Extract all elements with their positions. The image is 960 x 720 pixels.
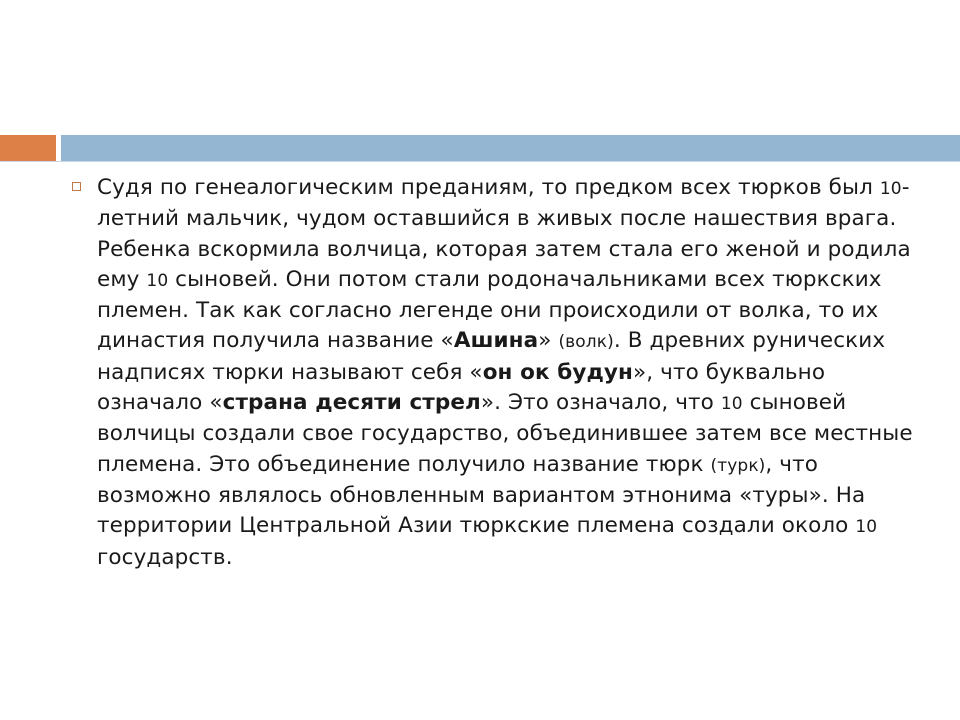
title-accent-orange [0, 135, 56, 161]
square-bullet-icon [72, 182, 81, 191]
number-run: 10 [855, 517, 878, 538]
text-run: -летний мальчик, чудом оставшийся в живых после нашествия врага. Ребенка вскормила волчица, которая затем стала его женой и родила ему [97, 175, 911, 292]
bold-term-ashina: Ашина [453, 328, 539, 354]
title-accent-blue [61, 135, 960, 161]
bold-term-on-ok-budun: он ок будун [482, 359, 634, 385]
text-run: Судя по генеалогическим преданиям, то предком всех тюрков был [97, 175, 880, 200]
body-paragraph [97, 173, 927, 573]
title-accent-divider [0, 161, 960, 162]
bold-term-strana: страна десяти стрел [222, 390, 481, 416]
number-run: 10 [146, 270, 169, 291]
small-run: (турк) [710, 455, 766, 476]
text-run: » [538, 328, 559, 354]
small-run: (волк) [558, 332, 614, 353]
text-run: , что возможно являлось обновленным вариантом этнонима «туры». На территории Центральной Азии тюркские племена создали около [97, 451, 866, 539]
text-run: сыновей волчицы создали свое государство, объединившее затем все местные племена. Это объединение получило название тюрк [97, 390, 913, 477]
number-run: 10 [720, 394, 743, 415]
text-run: », что буквально означало « [97, 359, 826, 416]
number-run: 10 [879, 179, 902, 199]
text-run: государств. [97, 544, 233, 570]
text-run: ». Это означало, что [480, 390, 721, 416]
text-run: сыновей. Они потом стали родоначальниками всех тюркских племен. Так как согласно легенде они происходили от волка, то их династия получила название « [97, 266, 882, 354]
text-run: . В древних рунических надписях тюрки называют себя « [97, 328, 886, 385]
